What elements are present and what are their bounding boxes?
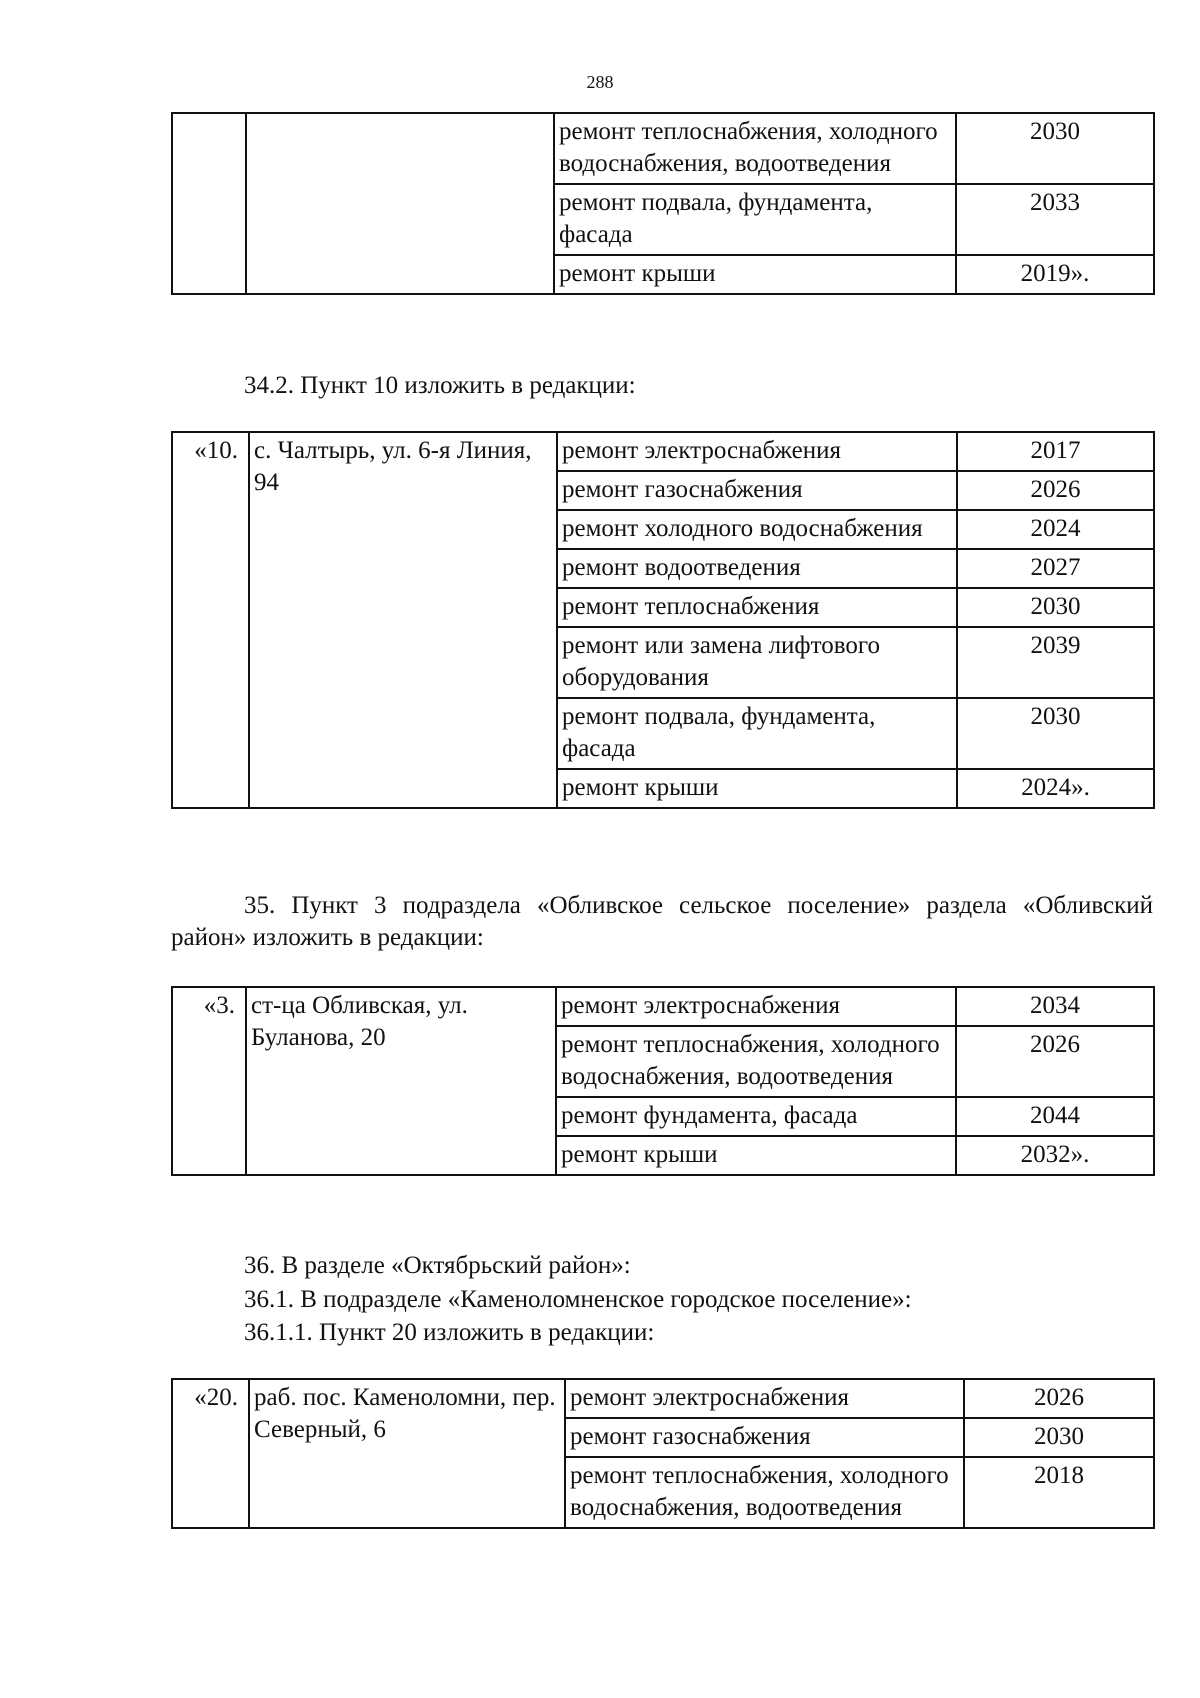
work-cell: ремонт газоснабжения [565, 1418, 964, 1457]
year-cell: 2018 [964, 1457, 1154, 1528]
year-cell: 2024». [957, 769, 1154, 808]
page-number: 288 [586, 72, 614, 92]
paragraph-36-1: 36.1. В подразделе «Каменоломненское городское поселение»: [244, 1286, 912, 1313]
work-cell: ремонт подвала, фундамента, фасада [554, 184, 956, 255]
year-cell: 2033 [956, 184, 1154, 255]
year-cell: 2019». [956, 255, 1154, 294]
year-cell: 2039 [957, 627, 1154, 698]
year-cell: 2032». [956, 1136, 1154, 1175]
work-cell: ремонт электроснабжения [556, 987, 956, 1026]
work-cell: ремонт электроснабжения [565, 1379, 964, 1418]
work-cell: ремонт теплоснабжения, холодного водоснабжения, водоотведения [554, 113, 956, 184]
work-cell: ремонт крыши [557, 769, 957, 808]
work-cell: ремонт крыши [554, 255, 956, 294]
year-cell: 2044 [956, 1097, 1154, 1136]
item-number: «3. [172, 987, 246, 1175]
year-cell: 2017 [957, 432, 1154, 471]
address-cell: с. Чалтырь, ул. 6-я Линия, 94 [249, 432, 557, 808]
table-row [172, 987, 1154, 1026]
paragraph-36-1-1: 36.1.1. Пункт 20 изложить в редакции: [244, 1319, 655, 1346]
work-cell: ремонт фундамента, фасада [556, 1097, 956, 1136]
table-item-10 [171, 431, 1155, 809]
address-cell [246, 113, 554, 294]
year-cell: 2030 [956, 113, 1154, 184]
year-cell: 2026 [956, 1026, 1154, 1097]
year-cell: 2030 [964, 1418, 1154, 1457]
year-cell: 2034 [956, 987, 1154, 1026]
number-cell [172, 113, 246, 294]
work-cell: ремонт теплоснабжения, холодного водоснабжения, водоотведения [565, 1457, 964, 1528]
table-item-3 [171, 986, 1155, 1176]
paragraph-35: 35. Пункт 3 подраздела «Обливское сельское поселение» раздела «Обливский район» изложить в редакции: [171, 892, 1153, 951]
work-cell: ремонт холодного водоснабжения [557, 510, 957, 549]
table-row [172, 113, 1154, 184]
address-cell: ст-ца Обливская, ул. Буланова, 20 [246, 987, 556, 1175]
work-cell: ремонт теплоснабжения, холодного водоснабжения, водоотведения [556, 1026, 956, 1097]
year-cell: 2027 [957, 549, 1154, 588]
year-cell: 2026 [957, 471, 1154, 510]
work-cell: ремонт теплоснабжения [557, 588, 957, 627]
work-cell: ремонт водоотведения [557, 549, 957, 588]
work-cell: ремонт крыши [556, 1136, 956, 1175]
table-row [172, 1379, 1154, 1418]
item-number: «10. [172, 432, 249, 808]
item-number: «20. [172, 1379, 249, 1528]
work-cell: ремонт подвала, фундамента, фасада [557, 698, 957, 769]
table-item-20 [171, 1378, 1155, 1529]
year-cell: 2024 [957, 510, 1154, 549]
year-cell: 2030 [957, 588, 1154, 627]
paragraph-36: 36. В разделе «Октябрьский район»: [244, 1252, 631, 1279]
work-cell: ремонт или замена лифтового оборудования [557, 627, 957, 698]
table-continuation [171, 112, 1155, 295]
work-cell: ремонт газоснабжения [557, 471, 957, 510]
paragraph-34-2: 34.2. Пункт 10 изложить в редакции: [244, 372, 636, 399]
address-cell: раб. пос. Каменоломни, пер. Северный, 6 [249, 1379, 565, 1528]
work-cell: ремонт электроснабжения [557, 432, 957, 471]
year-cell: 2030 [957, 698, 1154, 769]
table-row [172, 432, 1154, 471]
year-cell: 2026 [964, 1379, 1154, 1418]
